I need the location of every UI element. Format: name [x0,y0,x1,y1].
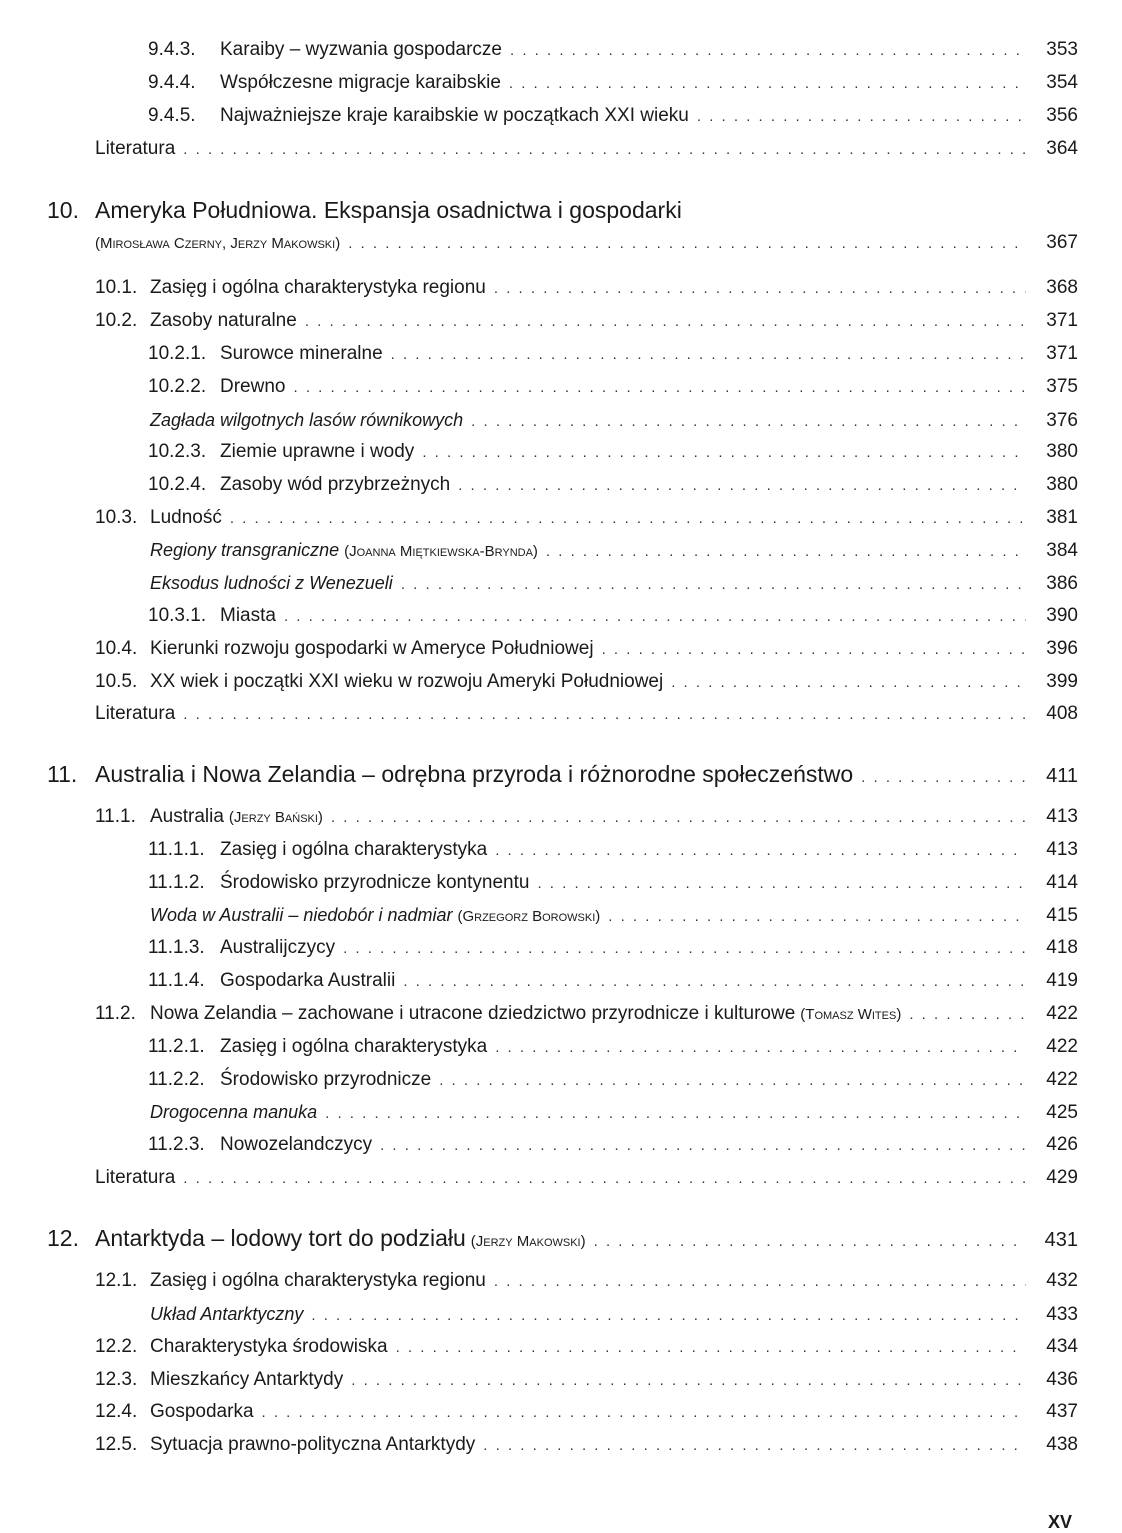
dot-leader [401,573,1026,597]
toc-entry-page: 396 [1046,638,1078,659]
toc-entry-title: Zasoby wód przybrzeżnych [220,474,451,495]
toc-entry [148,936,1078,961]
toc-entry-number: 10.2.3. [148,441,207,462]
toc-entry [148,1133,1078,1158]
toc-entry [95,1002,1078,1027]
toc-entry [150,571,1078,597]
toc-entry-page: 431 [1044,1229,1078,1251]
toc-entry-title: Układ Antarktyczny [150,1304,304,1324]
toc-entry-number: 12.2. [95,1336,138,1357]
dot-leader [495,839,1026,863]
toc-entry-number: 12.1. [95,1270,138,1291]
toc-entry-number: 9.4.5. [148,105,196,126]
dot-leader [510,39,1026,63]
toc-entry-page: 356 [1046,105,1078,126]
toc-entry [150,903,1078,929]
toc-entry-page: 425 [1046,1102,1078,1123]
toc-entry [95,276,1078,301]
toc-entry-page: 367 [1046,232,1078,253]
toc-entry-title: Środowisko przyrodnicze [220,1069,432,1090]
toc-entry-number: 11.1. [95,806,136,827]
toc-entry-author: (Mirosława Czerny, Jerzy Makowski) [95,235,341,252]
toc-entry-number: 10.2. [95,310,138,331]
toc-entry-title: Karaiby – wyzwania gospodarcze [220,39,502,60]
toc-entry-page: 399 [1046,671,1078,692]
toc-entry-title: Antarktyda – lodowy tort do podziału [95,1225,466,1251]
toc-entry-page: 380 [1046,474,1078,495]
toc-entry-page: 380 [1046,441,1078,462]
toc-entry-number: 10.4. [95,638,138,659]
dot-leader [483,1434,1026,1458]
toc-entry-number: 10.2.1. [148,343,207,364]
toc-entry-author: (Grzegorz Borowski) [457,908,601,925]
dot-leader [380,1134,1026,1158]
toc-chapter [47,760,1078,792]
toc-entry-page: 384 [1046,540,1078,561]
dot-leader [183,1167,1026,1191]
dot-leader [594,1228,1026,1256]
toc-entry-page: 371 [1046,310,1078,331]
toc-entry-title: Ludność [150,507,222,528]
toc-entry-page: 433 [1046,1304,1078,1325]
toc-entry-page: 436 [1046,1369,1078,1390]
dot-leader [422,441,1026,465]
toc-entry [148,871,1078,896]
toc-entry-page: 413 [1046,839,1078,860]
toc-entry-title: Ziemie uprawne i wody [220,441,415,462]
toc-entry-number: 12. [47,1225,79,1251]
toc-entry [95,1335,1078,1360]
toc-entry-page: 426 [1046,1134,1078,1155]
toc-entry-page: 422 [1046,1069,1078,1090]
toc-entry [148,1068,1078,1093]
toc-entry-title: Zasięg i ogólna charakterystyka [220,1036,488,1057]
toc-entry [150,538,1078,564]
toc-entry-number: 11.2.2. [148,1069,205,1090]
toc-entry [95,637,1078,662]
toc-entry-title: Nowozelandczycy [220,1134,373,1155]
dot-leader [348,232,1026,256]
toc-entry [95,309,1078,334]
toc-entry [95,805,1078,830]
toc-entry-number: 11. [47,761,78,787]
toc-entry [148,71,1078,96]
dot-leader [403,970,1026,994]
toc-entry [148,375,1078,400]
toc-entry [148,838,1078,863]
toc-entry-page: 353 [1046,39,1078,60]
dot-leader [262,1401,1026,1425]
toc-entry-title: Charakterystyka środowiska [150,1336,388,1357]
toc-entry-number: 10.2.2. [148,376,207,397]
toc-entry-title: Gospodarka Australii [220,970,396,991]
toc-entry-page: 422 [1046,1003,1078,1024]
toc-entry-page: 415 [1046,905,1078,926]
toc-entry-page: 418 [1046,937,1078,958]
toc-entry-page: 422 [1046,1036,1078,1057]
toc-entry [150,1302,1078,1328]
toc-entry-page: 375 [1046,376,1078,397]
dot-leader [331,806,1026,830]
toc-chapter [47,1224,1078,1256]
toc-entry-page: 386 [1046,573,1078,594]
toc-entry-title: Zagłada wilgotnych lasów równikowych [150,410,464,430]
toc-entry [148,342,1078,367]
toc-entry [95,1166,1078,1191]
toc-entry-page: 411 [1046,765,1078,787]
toc-entry-author: (Joanna Miętkiewska-Brynda) [344,543,538,560]
dot-leader [602,638,1026,662]
dot-leader [391,343,1026,367]
toc-entry-title: Gospodarka [150,1401,254,1422]
dot-leader [293,376,1026,400]
toc-entry [148,473,1078,498]
toc-entry-title: Najważniejsze kraje karaibskie w początkach XXI wieku [220,105,689,126]
dot-leader [325,1102,1026,1126]
toc-entry [95,1433,1078,1458]
toc-entry-number: 10.5. [95,671,138,692]
toc-entry-page: 434 [1046,1336,1078,1357]
toc-entry-number: 10.3.1. [148,605,207,626]
dot-leader [697,105,1026,129]
toc-entry-title: Współczesne migracje karaibskie [220,72,501,93]
toc-entry [148,1035,1078,1060]
toc-entry-title: Woda w Australii – niedobór i nadmiar [150,905,453,925]
toc-entry-title: Eksodus ludności z Wenezueli [150,573,393,593]
toc-entry-title: Australijczycy [220,937,336,958]
toc-entry-page: 413 [1046,806,1078,827]
toc-entry [95,137,1078,162]
toc-entry-page: 414 [1046,872,1078,893]
dot-leader [230,507,1026,531]
dot-leader [183,703,1026,727]
toc-entry-number: 11.1.4. [148,970,205,991]
toc-entry [148,969,1078,994]
toc-entry-number: 12.5. [95,1434,138,1455]
toc-entry-page: 438 [1046,1434,1078,1455]
toc-entry-title: Kierunki rozwoju gospodarki w Ameryce Południowej [150,638,594,659]
dot-leader [396,1336,1026,1360]
toc-entry-title: Zasięg i ogólna charakterystyka regionu [150,277,486,298]
toc-entry-title: Środowisko przyrodnicze kontynentu [220,872,530,893]
toc-entry-page: 419 [1046,970,1078,991]
toc-entry-number: 11.1.3. [148,937,205,958]
toc-entry [95,1400,1078,1425]
toc-entry [95,1269,1078,1294]
toc-entry-title: Mieszkańcy Antarktydy [150,1369,344,1390]
toc-entry [150,408,1078,434]
toc-entry-author: (Jerzy Makowski) [470,1233,586,1250]
toc-entry-page: 354 [1046,72,1078,93]
toc-entry-page: 371 [1046,343,1078,364]
toc-entry-title: Literatura [95,703,176,724]
toc-entry-page: 408 [1046,703,1078,724]
dot-leader [537,872,1026,896]
toc-entry-title: Zasięg i ogólna charakterystyka [220,839,488,860]
toc-entry-page: 390 [1046,605,1078,626]
toc-entry-title: Ameryka Południowa. Ekspansja osadnictwa i gospodarki [95,197,682,223]
toc-entry-title: Literatura [95,1167,176,1188]
dot-leader [509,72,1026,96]
toc-entry-number: 11.2. [95,1003,136,1024]
toc-entry [95,231,1078,256]
toc-entry-number: 9.4.3. [148,39,196,60]
toc-entry [95,1368,1078,1393]
toc-entry-page: 381 [1046,507,1078,528]
toc-entry [148,104,1078,129]
toc-entry-number: 11.2.1. [148,1036,205,1057]
dot-leader [183,138,1026,162]
toc-entry [150,1100,1078,1126]
toc-entry-title: XX wiek i początki XXI wieku w rozwoju Ameryki Południowej [150,671,664,692]
toc-entry-title: Australia [150,806,224,827]
toc-entry-number: 10. [47,197,79,223]
toc-entry-number: 12.4. [95,1401,138,1422]
dot-leader [861,764,1026,792]
toc-entry-page: 432 [1046,1270,1078,1291]
dot-leader [439,1069,1026,1093]
dot-leader [909,1003,1026,1027]
toc-entry-title: Zasoby naturalne [150,310,297,331]
toc-entry-title: Australia i Nowa Zelandia – odrębna przyroda i różnorodne społeczeństwo [95,761,854,787]
toc-entry [95,702,1078,727]
toc-entry-title: Surowce mineralne [220,343,383,364]
dot-leader [343,937,1026,961]
dot-leader [458,474,1026,498]
toc-entry-page: 368 [1046,277,1078,298]
toc-entry-page: 429 [1046,1167,1078,1188]
toc-entry-title: Sytuacja prawno-polityczna Antarktydy [150,1434,476,1455]
toc-entry-title: Drogocenna manuka [150,1102,318,1122]
toc-entry [148,440,1078,465]
toc-chapter [47,196,1078,224]
page-number: XV [1048,1512,1073,1532]
toc-entry-number: 12.3. [95,1369,138,1390]
toc-entry-number: 11.2.3. [148,1134,205,1155]
toc-entry-page: 364 [1046,138,1078,159]
toc-entry [148,38,1078,63]
dot-leader [305,310,1026,334]
dot-leader [311,1304,1026,1328]
dot-leader [351,1369,1026,1393]
toc-entry-title: Literatura [95,138,176,159]
toc-entry-number: 9.4.4. [148,72,196,93]
dot-leader [546,540,1026,564]
toc-entry [95,506,1078,531]
dot-leader [494,277,1026,301]
toc-entry-title: Miasta [220,605,276,626]
toc-entry-page: 437 [1046,1401,1078,1422]
toc-entry-page: 376 [1046,410,1078,431]
toc-entry-number: 10.2.4. [148,474,207,495]
toc-entry [95,670,1078,695]
toc-entry-number: 11.1.2. [148,872,205,893]
toc-entry-number: 11.1.1. [148,839,205,860]
dot-leader [495,1036,1026,1060]
toc-entry-title: Regiony transgraniczne [150,540,340,560]
toc-entry-title: Nowa Zelandia – zachowane i utracone dziedzictwo przyrodnicze i kulturowe [150,1003,796,1024]
toc-entry-author: (Tomasz Wites) [800,1006,902,1023]
dot-leader [608,905,1026,929]
toc-entry [148,604,1078,629]
dot-leader [671,671,1026,695]
dot-leader [284,605,1026,629]
toc-entry-number: 10.3. [95,507,138,528]
toc-entry-number: 10.1. [95,277,138,298]
dot-leader [494,1270,1026,1294]
toc-entry-title: Zasięg i ogólna charakterystyka regionu [150,1270,486,1291]
toc-entry-author: (Jerzy Bański) [228,809,323,826]
toc-entry-title: Drewno [220,376,286,397]
dot-leader [471,410,1026,434]
